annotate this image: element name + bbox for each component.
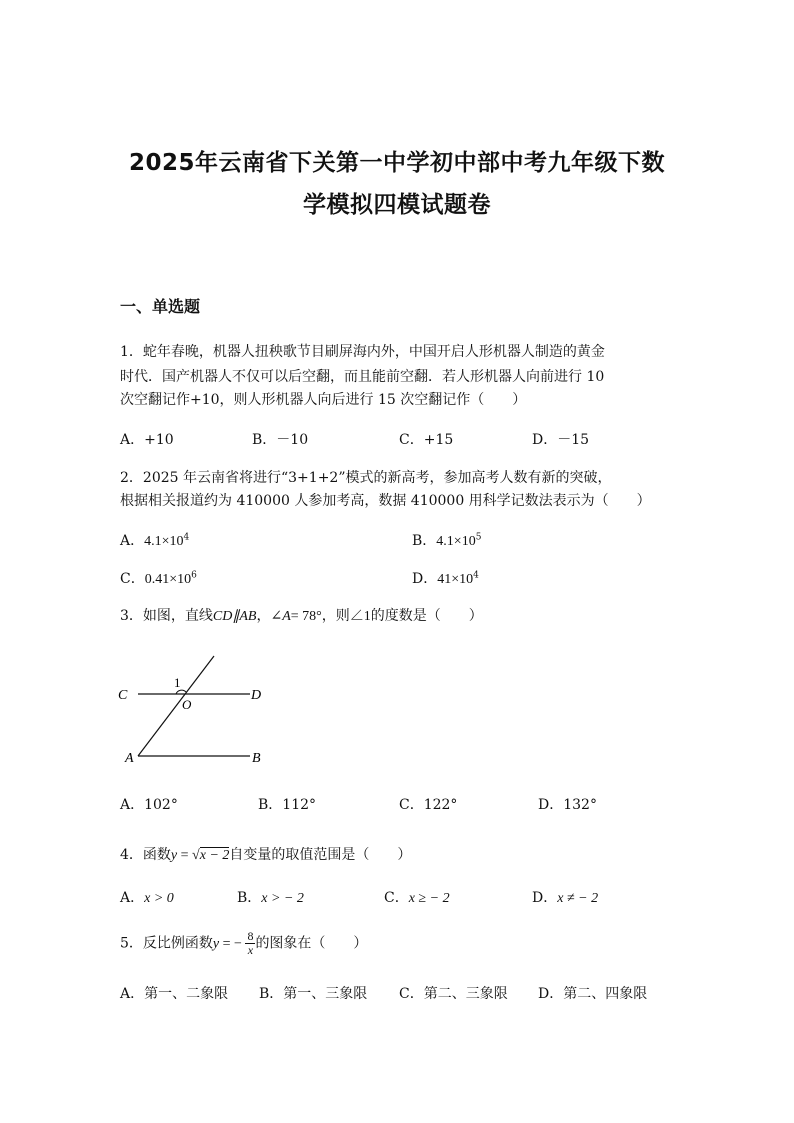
option-math: x ≠ − 2 (557, 891, 599, 906)
question-3-option-b: B．112° (258, 797, 317, 813)
option-prefix: C． (384, 890, 409, 906)
option-math: x > − 2 (261, 891, 304, 906)
option-math-base: 41×10 (437, 572, 474, 587)
stem-math: CD∥AB (212, 609, 257, 624)
question-5-option-d: D．第二、四象限 (538, 986, 648, 1002)
question-1-option-b: B．－10 (252, 432, 309, 448)
question-4-option-b (237, 887, 304, 907)
question-5-option-b: B．第一、三象限 (259, 986, 368, 1002)
question-1-line3: 次空翻记作+10，则人形机器人向后进行 15 次空翻记作（ ） (120, 392, 527, 408)
label-d: D (251, 688, 262, 703)
label-1: 1 (174, 675, 181, 690)
stem-text: ，∠ (256, 608, 283, 624)
question-3-option-a: A．102° (120, 797, 178, 813)
option-prefix: C． (120, 571, 145, 587)
question-1-line1: 1．蛇年春晚，机器人扭秧歌节目刷屏海内外，中国开启人形机器人制造的黄金 (120, 344, 605, 360)
option-prefix: A． (120, 533, 145, 549)
question-1-option-d: D．－15 (532, 432, 590, 448)
question-2-option-a (120, 530, 189, 550)
stem-text: 4．函数 (120, 847, 171, 863)
label-b: B (252, 751, 261, 766)
label-c: C (118, 688, 128, 703)
stem-text: 5．反比例函数 (120, 935, 213, 952)
option-prefix: D． (412, 571, 438, 587)
stem-math: y (170, 848, 178, 863)
label-o: O (182, 697, 192, 712)
question-5-option-c: C．第二、三象限 (399, 986, 508, 1002)
page-title-line2: 学模拟四模试题卷 (303, 192, 491, 218)
radicand: x − 2 (199, 848, 230, 863)
option-math-base: 0.41×10 (144, 572, 192, 587)
option-math-exponent: 5 (475, 532, 482, 543)
question-2-option-c (120, 568, 197, 588)
fraction-denominator: x (247, 943, 254, 957)
stem-text: 自变量的取值范围是（ ） (229, 847, 412, 863)
question-2-line1: 2．2025 年云南省将进行“3+1+2”模式的新高考，参加高考人数有新的突破， (120, 470, 612, 486)
option-prefix: D． (532, 890, 558, 906)
question-2-option-d (412, 568, 479, 588)
radical-sign-icon: √ (192, 848, 200, 863)
stem-math: = (177, 848, 193, 863)
question-3-stem (120, 604, 483, 629)
fraction-numerator: 8 (247, 929, 254, 943)
label-a: A (125, 751, 134, 766)
option-prefix: B． (237, 890, 262, 906)
question-2-line2: 根据相关报道约为 410000 人参加考高，数据 410000 用科学记数法表示为（ ） (120, 493, 651, 509)
parallel-lines-figure (110, 648, 280, 773)
section-heading: 一、单选题 (120, 297, 201, 316)
page-title-line1: 2025年云南省下关第一中学初中部中考九年级下数 (128, 150, 665, 176)
question-1-line2: 时代．国产机器人不仅可以后空翻，而且能前空翻．若人形机器人向前进行 10 (120, 369, 605, 385)
fraction (245, 930, 255, 957)
question-3-option-d: D．132° (538, 797, 597, 813)
question-5-stem (120, 930, 367, 957)
option-math-exponent: 4 (183, 532, 190, 543)
option-math-base: 4.1×10 (436, 534, 476, 549)
question-3-option-c: C．122° (399, 797, 458, 813)
option-prefix: A． (120, 890, 145, 906)
option-prefix: B． (412, 533, 437, 549)
question-1-option-a: A．+10 (120, 432, 174, 448)
stem-text: = 78°，则∠1的度数是（ ） (290, 609, 483, 624)
question-4-option-c (384, 887, 450, 907)
option-math: x ≥ − 2 (408, 891, 450, 906)
option-math: x > 0 (144, 891, 174, 906)
option-math-exponent: 4 (473, 570, 479, 581)
stem-math: = − (219, 936, 246, 952)
question-1-option-c: C．+15 (399, 432, 454, 448)
option-math-base: 4.1×10 (144, 534, 184, 549)
stem-math: y (212, 936, 220, 952)
transversal (138, 656, 214, 756)
stem-text: 3．如图，直线 (120, 608, 213, 624)
question-5-option-a: A．第一、二象限 (120, 986, 229, 1002)
question-4-stem (120, 843, 411, 868)
question-4-option-d (532, 887, 598, 907)
stem-math: A (282, 609, 291, 624)
option-math-exponent: 6 (191, 570, 197, 581)
question-2-option-b (412, 530, 481, 550)
question-4-option-a (120, 887, 174, 907)
stem-text: 的图象在（ ） (255, 935, 368, 952)
